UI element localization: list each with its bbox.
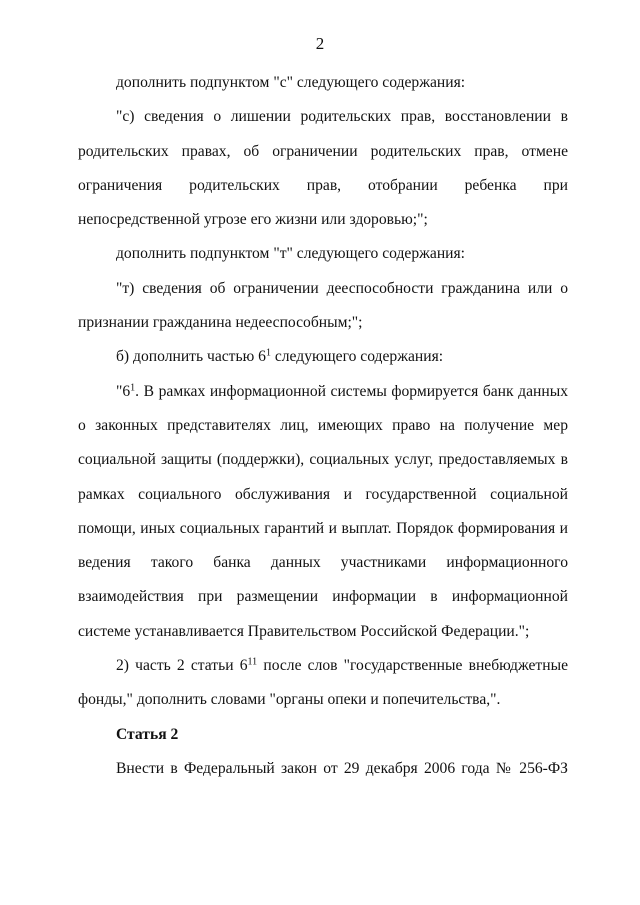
paragraph-text-start: 2) часть 2 статьи 6 [116,657,248,675]
paragraph-add-subitem-t: дополнить подпунктом "т" следующего содержания: [116,245,466,263]
paragraph-text-end: после слов "государственные внебюджетные фонды," дополнить словами "органы опеки и попечительства,". [78,657,568,709]
article-2-heading: Статья 2 [116,725,179,743]
document-body [78,66,568,786]
paragraph-text-start: б) дополнить частью 6 [116,348,266,366]
paragraph-part-2-article-6-11 [78,649,568,718]
paragraph-text-start: "6 [116,382,131,400]
superscript: 11 [247,656,258,668]
paragraph-subitem-t-content: "т) сведения об ограничении дееспособности гражданина или о признании гражданина недееспособным;"; [78,279,568,332]
paragraph-text-end: . В рамках информационной системы формируется банк данных о законных представителях лиц, имеющих право на получение мер социальной защиты (поддержки), социальных услуг, предоставляемых в рамках социального обслуживания и государственной социальной помощи, иных социальных гарантий и выплат. Порядок формирования и ведения такого банка данных участниками информационного взаимодействия при размещении информации в информационной системе устанавливается Правительством Российской Федерации."; [78,382,568,640]
paragraph-part-6-1-content [78,375,568,649]
page-number: 2 [315,34,325,53]
superscript: 1 [130,382,136,394]
paragraph-add-subitem-s: дополнить подпунктом "с" следующего содержания: [116,74,466,91]
superscript: 1 [265,347,271,359]
paragraph-article-2-intro: Внести в Федеральный закон от 29 декабря 2006 года № 256-ФЗ [116,759,568,777]
paragraph-text-end: следующего содержания: [270,348,444,366]
paragraph-subitem-s-content: "с) сведения о лишении родительских прав, восстановлении в родительских правах, об ограничении родительских прав, отмене ограничения родительских прав, отобрании ребенка при непосредственной угрозе его жизни или здоровью;"; [78,108,568,229]
paragraph-add-part-6-1 [78,340,568,374]
